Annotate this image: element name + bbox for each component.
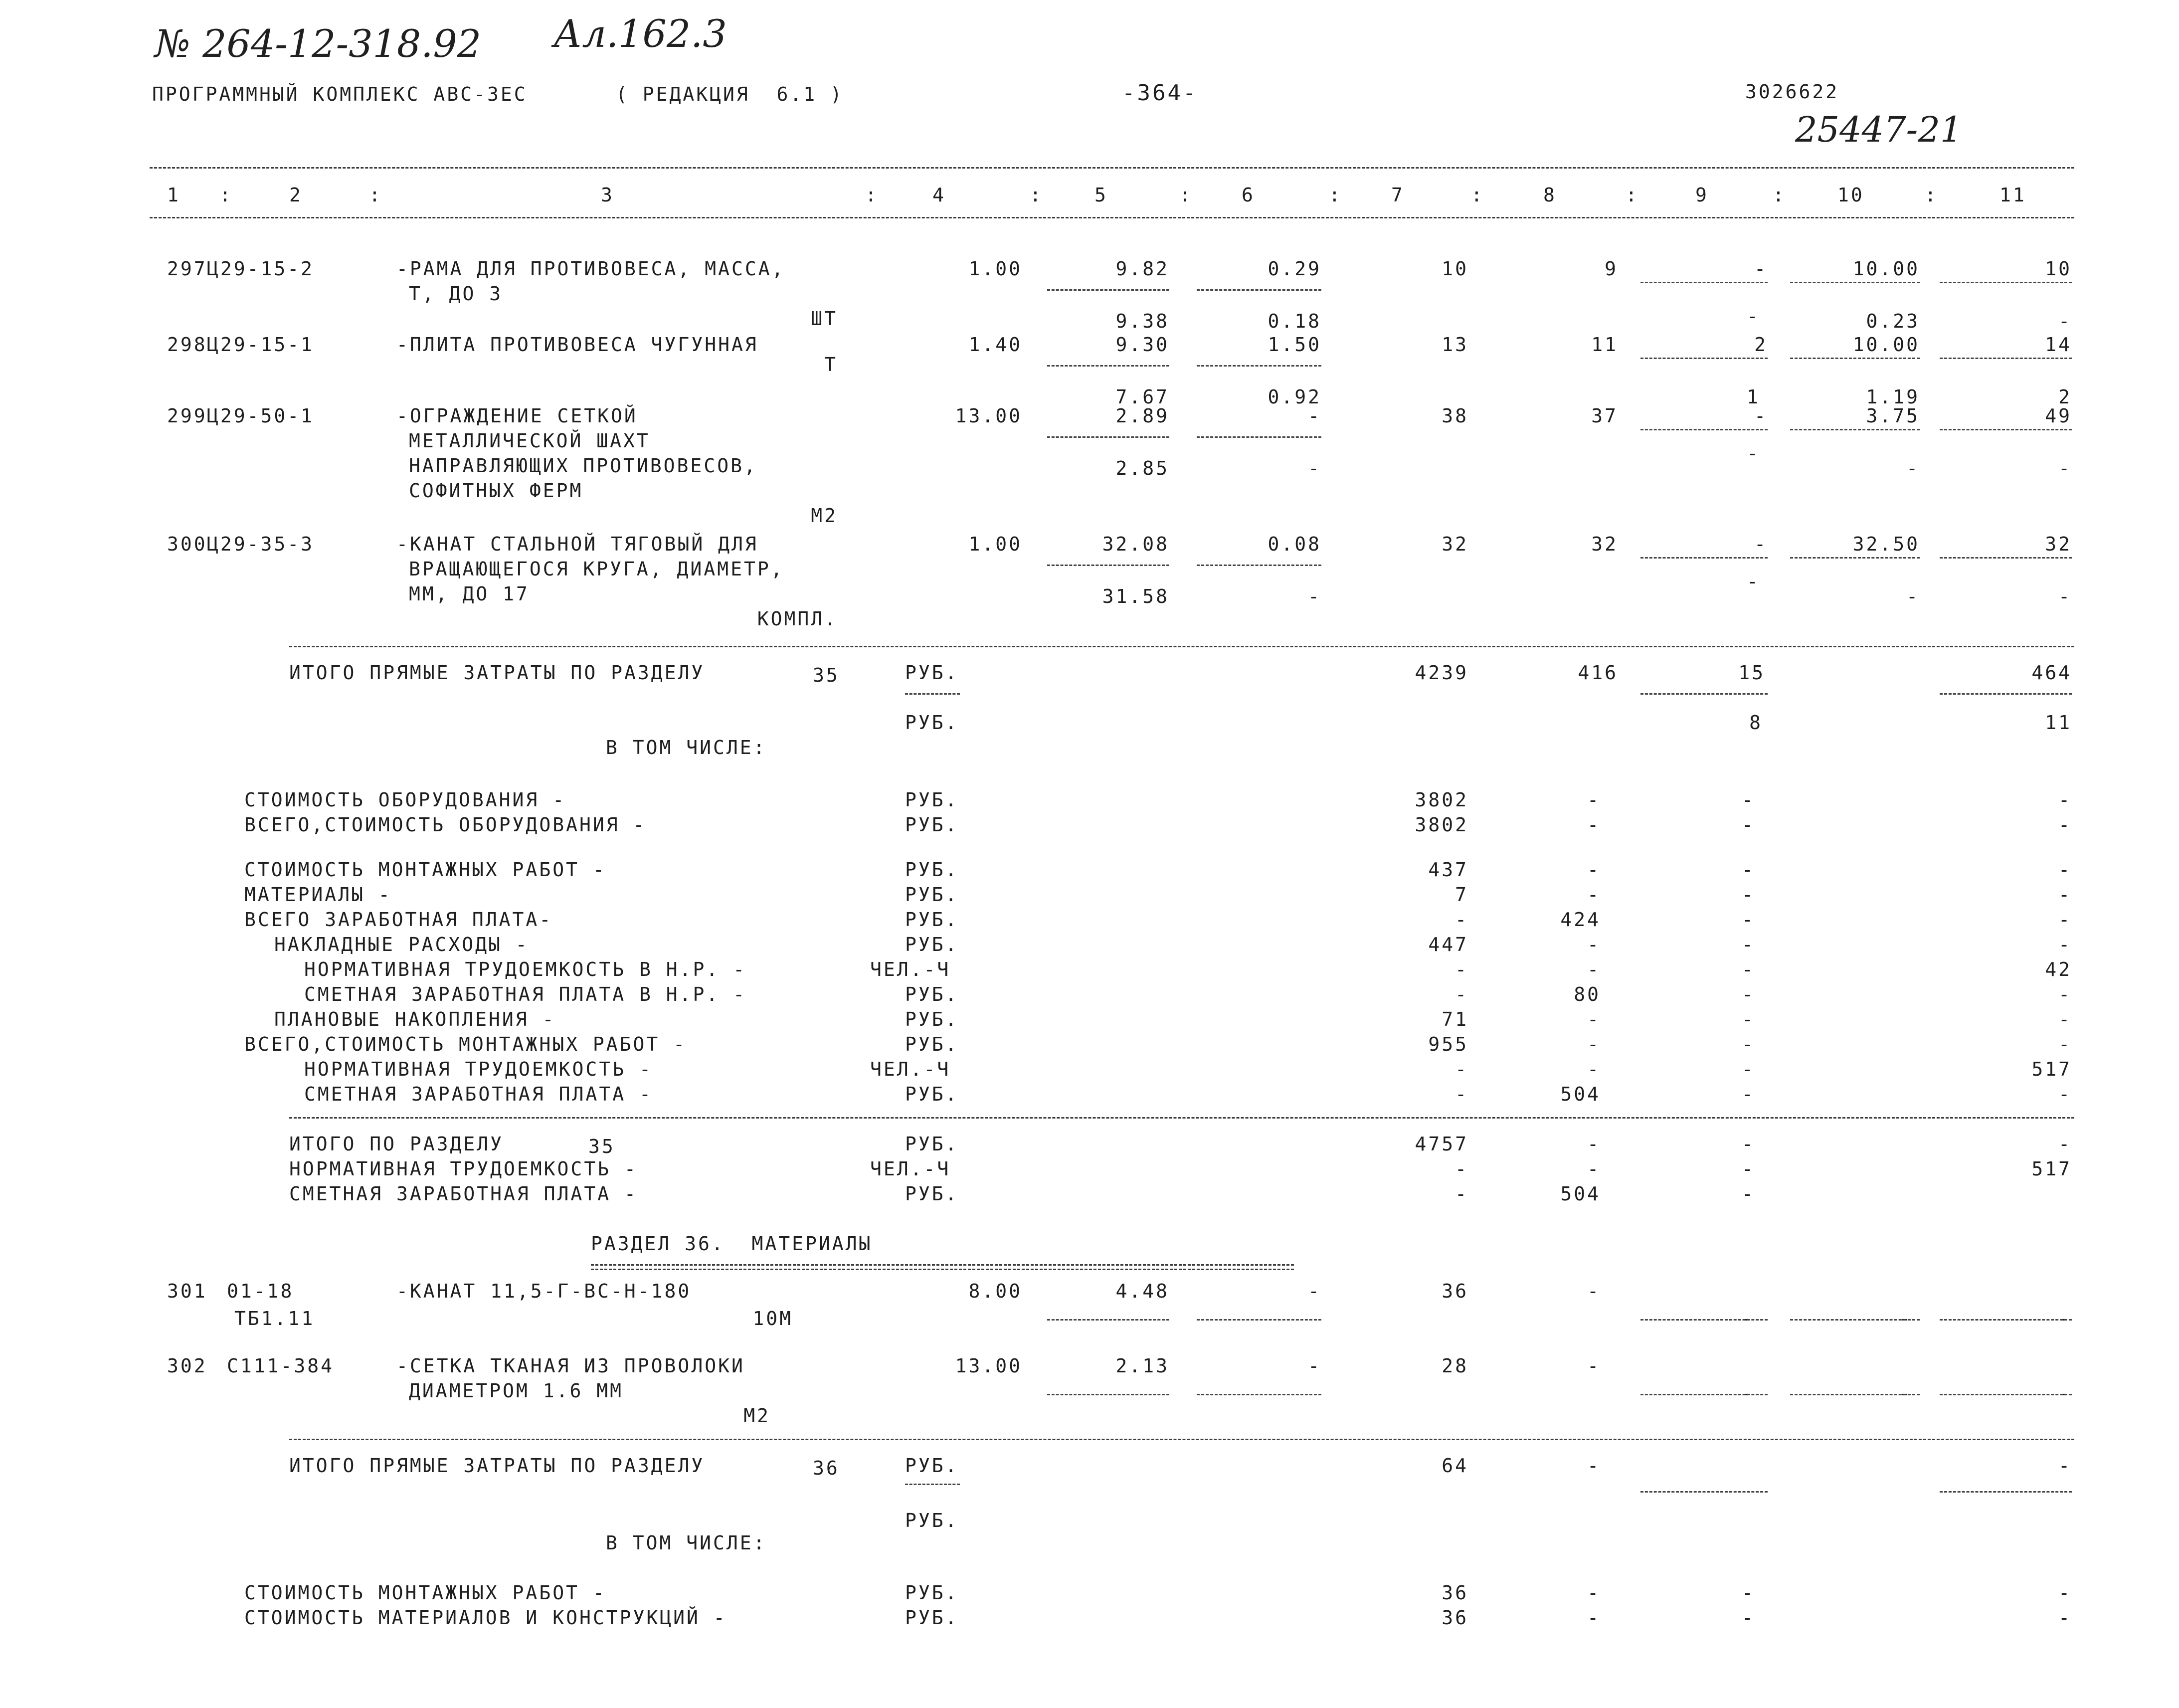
row-name-line: СОФИТНЫХ ФЕРМ: [409, 480, 583, 502]
value-divider: [1790, 1394, 1920, 1395]
row-operation-price-wages: 0.18: [1268, 310, 1321, 332]
value-divider: [1790, 557, 1920, 559]
value-divider: [1790, 1319, 1920, 1321]
breakdown-label: СТОИМОСТЬ ОБОРУДОВАНИЯ -: [244, 789, 566, 811]
breakdown-total: 36: [1442, 1582, 1468, 1604]
breakdown-total: 447: [1428, 934, 1468, 955]
section-total-number: 35: [588, 1136, 615, 1157]
breakdown-col11: -: [2058, 859, 2072, 881]
breakdown-unit: РУБ.: [905, 983, 959, 1005]
breakdown-col9: -: [1742, 859, 1755, 881]
section-total-col11: -: [2058, 1133, 2072, 1155]
row-name-line: ДИАМЕТРОМ 1.6 ММ: [409, 1380, 624, 1402]
row-unit-price-wages: 9.38: [1115, 310, 1169, 332]
row-code: Ц29-15-1: [207, 334, 315, 356]
breakdown-unit: РУБ.: [905, 1582, 959, 1604]
direct-costs-label: ИТОГО ПРЯМЫЕ ЗАТРАТЫ ПО РАЗДЕЛУ: [289, 1455, 705, 1477]
row-unit: М2: [743, 1405, 770, 1427]
value-divider: [1790, 358, 1920, 359]
breakdown-unit: РУБ.: [905, 1607, 959, 1629]
row-col11-lower: -: [2058, 457, 2072, 479]
value-divider: [1197, 365, 1321, 367]
breakdown-unit: РУБ.: [905, 789, 959, 811]
breakdown-total: 437: [1428, 859, 1468, 881]
breakdown-col11: -: [2058, 1083, 2072, 1105]
row-col9-lower: -: [1747, 570, 1760, 592]
row-total: 32: [1442, 533, 1468, 555]
breakdown-label: ВСЕГО,СТОИМОСТЬ МОНТАЖНЫХ РАБОТ -: [244, 1033, 687, 1055]
column-separator: :: [219, 184, 233, 206]
breakdown-col11: -: [2058, 983, 2072, 1005]
program-name: ПРОГРАММНЫЙ КОМПЛЕКС АВС-ЗЕС: [152, 83, 528, 105]
unit-divider: [905, 693, 960, 695]
direct-costs-unit: РУБ.: [905, 1455, 959, 1477]
direct-costs-col11: -: [2058, 1455, 2072, 1477]
row-code: Ц29-35-3: [207, 533, 315, 555]
row-col11: -: [2058, 1308, 2072, 1329]
row-col10: 10.00: [1852, 334, 1920, 356]
row-col11: -: [2058, 1382, 2072, 1404]
column-separator: :: [1329, 184, 1342, 206]
row-col11: 49: [2045, 405, 2072, 427]
row-col8: 11: [1591, 334, 1618, 356]
breakdown-total: -: [1455, 983, 1468, 1005]
breakdown-col8: 80: [1574, 983, 1601, 1005]
row-col8: 37: [1591, 405, 1618, 427]
column-separator: :: [369, 184, 382, 206]
row-col11: 10: [2045, 258, 2072, 280]
breakdown-col11: -: [2058, 814, 2072, 836]
breakdown-col8: 504: [1560, 1083, 1601, 1105]
row-col10: -: [1899, 1382, 1912, 1404]
section-subtotal-rule: [289, 646, 2074, 647]
row-number: 299: [167, 405, 207, 427]
section-total-unit: РУБ.: [905, 1183, 959, 1205]
row-name-line: -СЕТКА ТКАНАЯ ИЗ ПРОВОЛОКИ: [396, 1355, 745, 1377]
row-col10-lower: -: [1906, 585, 1920, 607]
direct-costs-col11-wages: 11: [2045, 712, 2072, 734]
breakdown-col9: -: [1742, 1083, 1755, 1105]
value-divider: [1640, 358, 1768, 359]
breakdown-unit: РУБ.: [905, 884, 959, 906]
column-header-3: 3: [601, 184, 614, 206]
section-36-title: РАЗДЕЛ 36. МАТЕРИАЛЫ: [591, 1233, 873, 1255]
direct-costs-unit: РУБ.: [905, 662, 959, 684]
row-operation-price: 1.50: [1268, 334, 1321, 356]
column-separator: :: [865, 184, 879, 206]
value-divider: [1940, 282, 2072, 283]
breakdown-col11: -: [2058, 1582, 2072, 1604]
column-header-rule: [150, 217, 2074, 218]
value-divider: [1640, 282, 1768, 283]
breakdown-total: 3802: [1415, 814, 1468, 836]
breakdown-total: 71: [1442, 1008, 1468, 1030]
breakdown-total: 3802: [1415, 789, 1468, 811]
breakdown-col11: -: [2058, 884, 2072, 906]
breakdown-col9: -: [1742, 789, 1755, 811]
direct-costs-col11: 464: [2031, 662, 2072, 684]
breakdown-label: СМЕТНАЯ ЗАРАБОТНАЯ ПЛАТА В Н.Р. -: [304, 983, 746, 1005]
breakdown-total: 7: [1455, 884, 1468, 906]
including-label: В ТОМ ЧИСЛЕ:: [606, 737, 767, 759]
row-col11-lower: -: [2058, 585, 2072, 607]
row-code-secondary: ТБ1.11: [234, 1308, 315, 1329]
row-col9: -: [1754, 258, 1768, 280]
row-code: Ц29-15-2: [207, 258, 315, 280]
row-col8: 32: [1591, 533, 1618, 555]
breakdown-col9: -: [1742, 958, 1755, 980]
value-divider: [1197, 1394, 1321, 1395]
column-separator: :: [1626, 184, 1639, 206]
value-divider: [1940, 429, 2072, 430]
row-col10: 32.50: [1852, 533, 1920, 555]
value-divider: [1047, 1394, 1169, 1395]
breakdown-col8: -: [1587, 1058, 1601, 1080]
breakdown-col8: -: [1587, 789, 1601, 811]
breakdown-unit: ЧЕЛ.-Ч: [870, 958, 951, 980]
row-col9: -: [1742, 1308, 1755, 1329]
column-header-5: 5: [1094, 184, 1108, 206]
breakdown-col8: -: [1587, 934, 1601, 955]
breakdown-label: НОРМАТИВНАЯ ТРУДОЕМКОСТЬ В Н.Р. -: [304, 958, 746, 980]
column-header-11: 11: [1999, 184, 2026, 206]
section-total-col9: -: [1742, 1158, 1755, 1180]
breakdown-label: ВСЕГО ЗАРАБОТНАЯ ПЛАТА-: [244, 909, 553, 931]
row-unit-price: 9.30: [1115, 334, 1169, 356]
row-unit: ШТ: [811, 308, 838, 330]
column-header-8: 8: [1543, 184, 1557, 206]
breakdown-label: МАТЕРИАЛЫ -: [244, 884, 392, 906]
breakdown-col8: -: [1587, 1033, 1601, 1055]
section-36-title-underline: [591, 1264, 1294, 1270]
value-divider: [1790, 429, 1920, 430]
row-col9-lower: -: [1747, 442, 1760, 464]
breakdown-label: НОРМАТИВНАЯ ТРУДОЕМКОСТЬ -: [304, 1058, 653, 1080]
value-divider: [1940, 1491, 2072, 1493]
breakdown-total: -: [1455, 1058, 1468, 1080]
row-operation-price: -: [1308, 1280, 1321, 1302]
breakdown-col8: -: [1587, 884, 1601, 906]
value-divider: [1940, 693, 2072, 695]
breakdown-col9: -: [1742, 1008, 1755, 1030]
breakdown-col11: 517: [2031, 1058, 2072, 1080]
value-divider: [1790, 282, 1920, 283]
row-col10-lower: 0.23: [1866, 310, 1920, 332]
breakdown-col11: -: [2058, 934, 2072, 955]
value-divider: [1940, 358, 2072, 359]
section-total-col11: 517: [2031, 1158, 2072, 1180]
column-separator: :: [1179, 184, 1193, 206]
row-code: 01-18: [227, 1280, 294, 1302]
row-col11: 32: [2045, 533, 2072, 555]
row-operation-price-wages: -: [1308, 585, 1321, 607]
breakdown-col11: -: [2058, 1033, 2072, 1055]
table-top-rule: [150, 167, 2074, 169]
value-divider: [1047, 289, 1169, 291]
page-number: -364-: [1122, 80, 1198, 106]
row-name-line: -КАНАТ СТАЛЬНОЙ ТЯГОВЫЙ ДЛЯ: [396, 533, 758, 555]
row-col11: 14: [2045, 334, 2072, 356]
unit-divider: [905, 1484, 960, 1485]
breakdown-unit: РУБ.: [905, 1008, 959, 1030]
section-total-col9: -: [1742, 1133, 1755, 1155]
direct-costs-col9: 15: [1738, 662, 1765, 684]
breakdown-col8: 424: [1560, 909, 1601, 931]
value-divider: [1047, 365, 1169, 367]
row-number: 300: [167, 533, 207, 555]
row-name-line: МЕТАЛЛИЧЕСКОЙ ШАХТ: [409, 430, 650, 452]
row-unit-price: 2.13: [1115, 1355, 1169, 1377]
row-total: 38: [1442, 405, 1468, 427]
breakdown-total: 36: [1442, 1607, 1468, 1629]
row-col11-lower: -: [2058, 310, 2072, 332]
row-unit: КОМПЛ.: [757, 608, 838, 630]
value-divider: [1197, 436, 1321, 438]
direct-costs-col9-wages: 8: [1749, 712, 1763, 734]
row-quantity: 1.00: [968, 533, 1022, 555]
row-quantity: 1.40: [968, 334, 1022, 356]
breakdown-unit: РУБ.: [905, 859, 959, 881]
value-divider: [1640, 1394, 1768, 1395]
row-operation-price: 0.29: [1268, 258, 1321, 280]
breakdown-unit: РУБ.: [905, 934, 959, 955]
breakdown-total: -: [1455, 909, 1468, 931]
row-col8: 9: [1605, 258, 1618, 280]
row-unit-price: 32.08: [1102, 533, 1169, 555]
breakdown-label: ВСЕГО,СТОИМОСТЬ ОБОРУДОВАНИЯ -: [244, 814, 647, 836]
row-col10: 10.00: [1852, 258, 1920, 280]
handwritten-document-number: № 264-12-318.92: [155, 21, 482, 66]
breakdown-unit: РУБ.: [905, 1083, 959, 1105]
value-divider: [1940, 1319, 2072, 1321]
breakdown-col11: -: [2058, 909, 2072, 931]
breakdown-col9: -: [1742, 884, 1755, 906]
breakdown-label: СМЕТНАЯ ЗАРАБОТНАЯ ПЛАТА -: [304, 1083, 653, 1105]
breakdown-unit: ЧЕЛ.-Ч: [870, 1058, 951, 1080]
breakdown-label: СТОИМОСТЬ МАТЕРИАЛОВ И КОНСТРУКЦИЙ -: [244, 1607, 727, 1629]
breakdown-col8: -: [1587, 814, 1601, 836]
row-number: 298: [167, 334, 207, 356]
handwritten-album-number: Ал.162.3: [553, 11, 727, 56]
breakdown-col11: -: [2058, 1008, 2072, 1030]
breakdown-total: -: [1455, 958, 1468, 980]
row-col11-lower: 2: [2058, 386, 2072, 408]
row-col9-lower: -: [1747, 305, 1760, 327]
row-quantity: 8.00: [968, 1280, 1022, 1302]
row-unit-price: 4.48: [1115, 1280, 1169, 1302]
breakdown-unit: РУБ.: [905, 909, 959, 931]
row-operation-price: -: [1308, 405, 1321, 427]
row-name-line: -ОГРАЖДЕНИЕ СЕТКОЙ: [396, 405, 638, 427]
breakdown-col11: -: [2058, 789, 2072, 811]
document-code: 3026622: [1745, 81, 1839, 103]
value-divider: [1047, 1319, 1169, 1321]
row-total: 13: [1442, 334, 1468, 356]
value-divider: [1197, 289, 1321, 291]
row-unit: М2: [811, 505, 838, 527]
row-col10: 3.75: [1866, 405, 1920, 427]
row-col8: -: [1587, 1280, 1601, 1302]
direct-costs-total: 4239: [1415, 662, 1468, 684]
section-total-col8: -: [1587, 1158, 1601, 1180]
row-name-line: НАПРАВЛЯЮЩИХ ПРОТИВОВЕСОВ,: [409, 455, 757, 477]
section-total-label: ИТОГО ПО РАЗДЕЛУ: [289, 1133, 504, 1155]
breakdown-col9: -: [1742, 983, 1755, 1005]
section-total-col8: 504: [1560, 1183, 1601, 1205]
section-total-value: -: [1455, 1158, 1468, 1180]
breakdown-unit: РУБ.: [905, 814, 959, 836]
row-col10: -: [1899, 1308, 1912, 1329]
row-unit-price: 9.82: [1115, 258, 1169, 280]
breakdown-total: 955: [1428, 1033, 1468, 1055]
breakdown-col8: -: [1587, 1582, 1601, 1604]
section-total-value: 4757: [1415, 1133, 1468, 1155]
column-header-2: 2: [289, 184, 303, 206]
row-unit-price-wages: 7.67: [1115, 386, 1169, 408]
direct-costs-col8: 416: [1578, 662, 1618, 684]
breakdown-label: ПЛАНОВЫЕ НАКОПЛЕНИЯ -: [274, 1008, 556, 1030]
column-header-9: 9: [1695, 184, 1709, 206]
value-divider: [1940, 557, 2072, 559]
direct-costs-section: 35: [813, 664, 840, 686]
section-total-rule: [289, 1117, 2074, 1119]
handwritten-sheet-number: 25447-21: [1795, 109, 1963, 150]
breakdown-col8: -: [1587, 859, 1601, 881]
section-total-unit: ЧЕЛ.-Ч: [870, 1158, 951, 1180]
breakdown-col9: -: [1742, 1582, 1755, 1604]
row-number: 302: [167, 1355, 207, 1377]
column-separator: :: [1925, 184, 1938, 206]
section-total-value: -: [1455, 1183, 1468, 1205]
row-col8: -: [1587, 1355, 1601, 1377]
row-name-line: -ПЛИТА ПРОТИВОВЕСА ЧУГУННАЯ: [396, 334, 758, 356]
row-unit-price-wages: 2.85: [1115, 457, 1169, 479]
direct-costs-total: 64: [1442, 1455, 1468, 1477]
breakdown-label: СТОИМОСТЬ МОНТАЖНЫХ РАБОТ -: [244, 1582, 606, 1604]
program-edition: ( РЕДАКЦИЯ 6.1 ): [616, 83, 844, 105]
row-unit-price-wages: 31.58: [1102, 585, 1169, 607]
breakdown-col9: -: [1742, 1607, 1755, 1629]
section-total-col9: -: [1742, 1183, 1755, 1205]
breakdown-col9: -: [1742, 1058, 1755, 1080]
row-col9: -: [1754, 405, 1768, 427]
direct-costs-unit-wages: РУБ.: [905, 712, 959, 734]
column-header-1: 1: [167, 184, 181, 206]
value-divider: [1047, 565, 1169, 566]
section-total-col8: -: [1587, 1133, 1601, 1155]
direct-costs-unit-wages: РУБ.: [905, 1510, 959, 1531]
column-separator: :: [1773, 184, 1786, 206]
breakdown-col9: -: [1742, 909, 1755, 931]
column-header-10: 10: [1837, 184, 1864, 206]
value-divider: [1197, 565, 1321, 566]
breakdown-unit: РУБ.: [905, 1033, 959, 1055]
row-number: 297: [167, 258, 207, 280]
row-operation-price: 0.08: [1268, 533, 1321, 555]
row-operation-price-wages: 0.92: [1268, 386, 1321, 408]
row-unit: 10М: [752, 1308, 793, 1329]
row-total: 10: [1442, 258, 1468, 280]
row-operation-price-wages: -: [1308, 457, 1321, 479]
breakdown-col8: -: [1587, 1008, 1601, 1030]
breakdown-col8: -: [1587, 1607, 1601, 1629]
row-unit: Т: [824, 354, 838, 376]
breakdown-col9: -: [1742, 934, 1755, 955]
direct-costs-label: ИТОГО ПРЯМЫЕ ЗАТРАТЫ ПО РАЗДЕЛУ: [289, 662, 705, 684]
value-divider: [1640, 693, 1768, 695]
breakdown-col9: -: [1742, 1033, 1755, 1055]
breakdown-col8: -: [1587, 958, 1601, 980]
value-divider: [1047, 436, 1169, 438]
row-quantity: 1.00: [968, 258, 1022, 280]
column-separator: :: [1471, 184, 1484, 206]
value-divider: [1640, 1491, 1768, 1493]
row-name-line: ММ, ДО 17: [409, 583, 530, 605]
row-total: 28: [1442, 1355, 1468, 1377]
column-header-7: 7: [1391, 184, 1405, 206]
breakdown-col11: 42: [2045, 958, 2072, 980]
section-total-label: НОРМАТИВНАЯ ТРУДОЕМКОСТЬ -: [289, 1158, 638, 1180]
row-unit-price: 2.89: [1115, 405, 1169, 427]
row-col9-lower: 1: [1747, 386, 1760, 408]
including-label: В ТОМ ЧИСЛЕ:: [606, 1532, 767, 1554]
row-name-line: Т, ДО 3: [409, 283, 503, 305]
row-col9: 2: [1754, 334, 1768, 356]
row-name-line: -РАМА ДЛЯ ПРОТИВОВЕСА, МАССА,: [396, 258, 785, 280]
breakdown-col9: -: [1742, 814, 1755, 836]
value-divider: [1640, 1319, 1768, 1321]
row-operation-price: -: [1308, 1355, 1321, 1377]
section-total-unit: РУБ.: [905, 1133, 959, 1155]
row-col10-lower: -: [1906, 457, 1920, 479]
row-quantity: 13.00: [955, 1355, 1022, 1377]
breakdown-total: -: [1455, 1083, 1468, 1105]
direct-costs-section: 36: [813, 1457, 840, 1479]
section-total-label: СМЕТНАЯ ЗАРАБОТНАЯ ПЛАТА -: [289, 1183, 638, 1205]
column-separator: :: [1030, 184, 1043, 206]
breakdown-label: НАКЛАДНЫЕ РАСХОДЫ -: [274, 934, 529, 955]
value-divider: [1940, 1394, 2072, 1395]
value-divider: [1197, 1319, 1321, 1321]
row-col9: -: [1754, 533, 1768, 555]
column-header-6: 6: [1242, 184, 1255, 206]
row-quantity: 13.00: [955, 405, 1022, 427]
value-divider: [1640, 429, 1768, 430]
row-code: Ц29-50-1: [207, 405, 315, 427]
row-col9: -: [1742, 1382, 1755, 1404]
breakdown-col11: -: [2058, 1607, 2072, 1629]
value-divider: [1640, 557, 1768, 559]
row-number: 301: [167, 1280, 207, 1302]
row-name-line: ВРАЩАЮЩЕГОСЯ КРУГА, ДИАМЕТР,: [409, 558, 784, 580]
row-code: С111-384: [227, 1355, 335, 1377]
section-36-subtotal-rule: [289, 1439, 2074, 1440]
row-col10-lower: 1.19: [1866, 386, 1920, 408]
row-total: 36: [1442, 1280, 1468, 1302]
column-header-4: 4: [932, 184, 946, 206]
row-name-line: -КАНАТ 11,5-Г-ВС-Н-180: [396, 1280, 692, 1302]
breakdown-label: СТОИМОСТЬ МОНТАЖНЫХ РАБОТ -: [244, 859, 606, 881]
direct-costs-col8: -: [1587, 1455, 1601, 1477]
